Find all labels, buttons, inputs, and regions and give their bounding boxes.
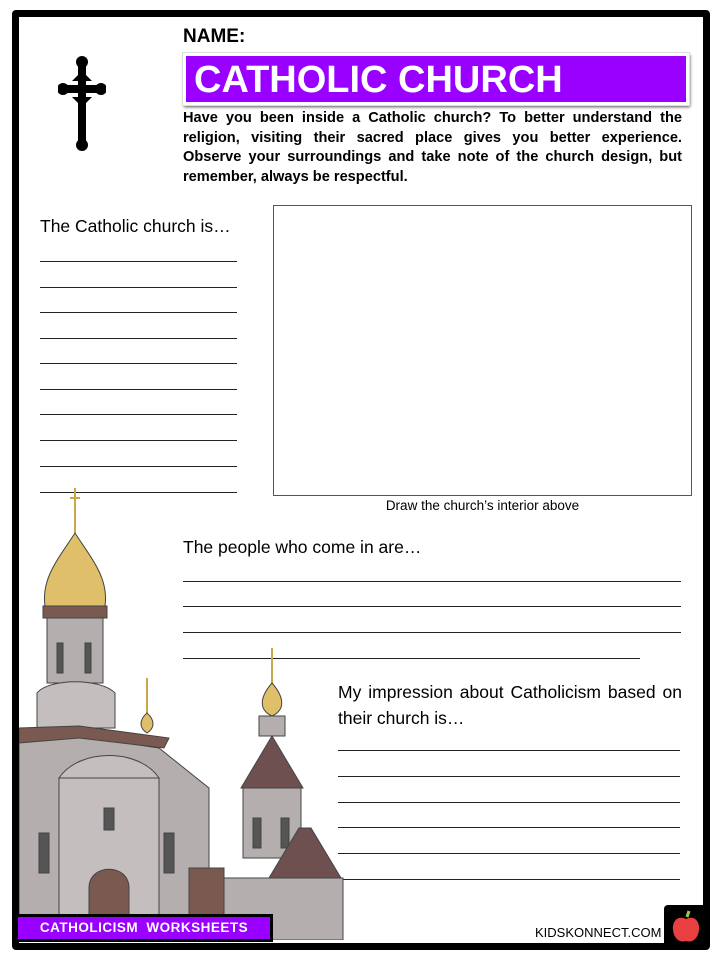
answer-line[interactable] [40, 363, 237, 364]
answer-line[interactable] [40, 466, 237, 467]
cross-icon [58, 55, 106, 153]
answer-line[interactable] [40, 389, 237, 390]
church-illustration [19, 488, 344, 940]
answer-line[interactable] [338, 853, 680, 854]
answer-line[interactable] [40, 312, 237, 313]
drawing-box[interactable] [273, 205, 692, 496]
apple-icon [664, 905, 709, 949]
answer-line[interactable] [40, 440, 237, 441]
site-link[interactable]: KIDSKONNECT.COM [535, 925, 662, 940]
answer-line[interactable] [338, 750, 680, 751]
answer-line[interactable] [338, 827, 680, 828]
intro-text: Have you been inside a Catholic church? To better understand the religion, visiting their sacred place gives you better experience. Observe your surroundings and take note of the church design, but remember, always be respectful. [183, 110, 682, 185]
answer-line[interactable] [338, 879, 680, 880]
page-title: CATHOLIC CHURCH [183, 53, 689, 105]
answer-line[interactable] [40, 261, 237, 262]
logo-box [664, 905, 709, 949]
drawing-caption: Draw the church’s interior above [385, 498, 580, 513]
answer-line[interactable] [338, 776, 680, 777]
answer-line[interactable] [338, 802, 680, 803]
worksheet-series-badge: CATHOLICISM WORKSHEETS [15, 914, 273, 942]
people-prompt: The people who come in are… [183, 537, 422, 557]
answer-line[interactable] [40, 414, 237, 415]
church-is-prompt: The Catholic church is… [40, 216, 231, 236]
name-label: NAME: [183, 26, 246, 47]
impression-prompt: My impression about Catholicism based on their church is… [338, 682, 682, 728]
answer-line[interactable] [40, 338, 237, 339]
answer-line[interactable] [40, 287, 237, 288]
